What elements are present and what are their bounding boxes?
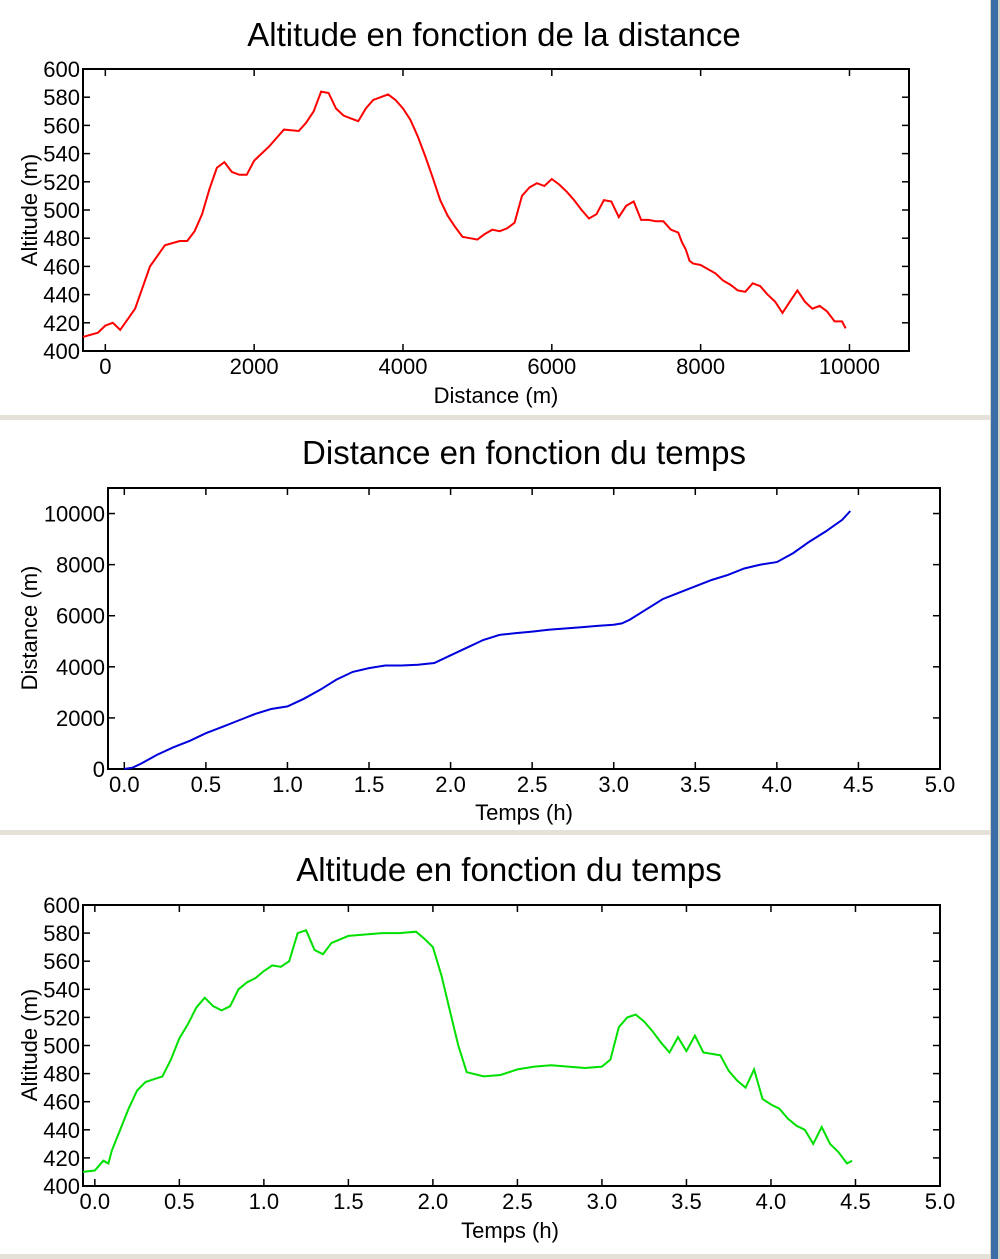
y-tick-label: 480 (43, 1061, 80, 1087)
x-tick-label: 4.0 (761, 772, 793, 797)
chart-title: Distance en fonction du temps (302, 434, 746, 471)
axis-ticks (43, 57, 909, 379)
y-tick-label: 0 (92, 757, 105, 782)
y-tick-label: 2000 (56, 705, 105, 731)
x-tick-label: 0.5 (190, 772, 222, 797)
x-tick-label: 6000 (527, 354, 577, 379)
chart-panel-altitude-time (0, 835, 990, 1259)
x-tick-label: 1.0 (248, 1189, 280, 1214)
x-tick-label: 1.5 (353, 772, 385, 797)
chart-altitude-time (0, 835, 990, 1254)
chart-altitude-distance (0, 0, 990, 415)
y-tick-label: 480 (43, 226, 80, 252)
chart-distance-time (0, 420, 990, 830)
x-tick-label: 2.5 (516, 772, 548, 797)
y-tick-label: 500 (43, 1033, 80, 1059)
series-line-altitude (83, 930, 852, 1172)
y-tick-label: 440 (43, 282, 80, 308)
x-tick-label: 2.0 (417, 1189, 449, 1214)
x-tick-label: 4.0 (755, 1189, 787, 1214)
y-tick-label: 560 (43, 113, 80, 139)
y-axis-label: Distance (m) (17, 565, 42, 691)
y-tick-label: 540 (43, 141, 80, 167)
y-tick-label: 560 (43, 949, 80, 975)
x-tick-label: 5.0 (924, 772, 956, 797)
y-tick-label: 520 (43, 1005, 80, 1031)
chart-title: Altitude en fonction de la distance (247, 16, 741, 53)
scrollbar-thumb[interactable] (991, 0, 998, 1259)
x-tick-label: 0.0 (109, 772, 140, 797)
x-tick-label: 4000 (378, 354, 428, 379)
chart-panel-altitude-distance (0, 0, 990, 420)
x-tick-label: 3.5 (679, 772, 711, 797)
y-tick-label: 420 (43, 310, 80, 336)
y-tick-label: 520 (43, 169, 80, 195)
y-tick-label: 460 (43, 254, 80, 280)
x-tick-label: 3.5 (671, 1189, 702, 1214)
axis-ticks (43, 893, 955, 1214)
y-tick-label: 440 (43, 1117, 80, 1143)
plot-area (108, 488, 940, 769)
x-tick-label: 2.5 (502, 1189, 533, 1214)
y-tick-label: 6000 (56, 603, 105, 629)
y-tick-label: 500 (43, 198, 80, 223)
chart-panel-distance-time (0, 420, 990, 835)
x-tick-label: 2000 (229, 354, 279, 379)
y-tick-label: 600 (43, 893, 80, 918)
x-tick-label: 5.0 (924, 1189, 956, 1214)
y-tick-label: 580 (43, 921, 80, 947)
y-tick-label: 460 (43, 1089, 80, 1115)
chart-title: Altitude en fonction du temps (296, 851, 722, 888)
y-tick-label: 580 (43, 85, 80, 111)
y-axis-label: Altitude (m) (17, 988, 42, 1102)
y-tick-label: 400 (43, 1174, 80, 1199)
x-tick-label: 0 (99, 354, 112, 379)
y-tick-label: 10000 (43, 501, 105, 527)
axis-ticks (44, 488, 955, 797)
x-tick-label: 3.0 (586, 1189, 618, 1214)
x-tick-label: 1.0 (272, 772, 303, 797)
y-tick-label: 420 (43, 1145, 80, 1171)
x-axis-label: Temps (h) (475, 800, 573, 825)
x-tick-label: 0.0 (79, 1189, 111, 1214)
x-tick-label: 8000 (676, 354, 726, 379)
x-tick-label: 2.0 (435, 772, 466, 797)
x-tick-label: 3.0 (598, 772, 630, 797)
window-scrollbar[interactable] (990, 0, 1000, 1259)
y-tick-label: 540 (43, 977, 80, 1003)
series-line-altitude (83, 92, 846, 337)
x-tick-label: 10000 (818, 354, 881, 379)
x-tick-label: 0.5 (164, 1189, 195, 1214)
y-tick-label: 8000 (56, 552, 105, 578)
x-tick-label: 1.5 (333, 1189, 364, 1214)
x-tick-label: 4.5 (840, 1189, 871, 1214)
x-axis-label: Distance (m) (433, 383, 559, 408)
x-axis-label: Temps (h) (461, 1218, 559, 1243)
y-tick-label: 600 (43, 57, 80, 82)
y-tick-label: 400 (43, 339, 80, 364)
x-tick-label: 4.5 (843, 772, 874, 797)
series-line-distance (124, 511, 850, 769)
plot-area (83, 905, 940, 1186)
y-tick-label: 4000 (56, 654, 105, 680)
y-axis-label: Altitude (m) (17, 153, 42, 267)
